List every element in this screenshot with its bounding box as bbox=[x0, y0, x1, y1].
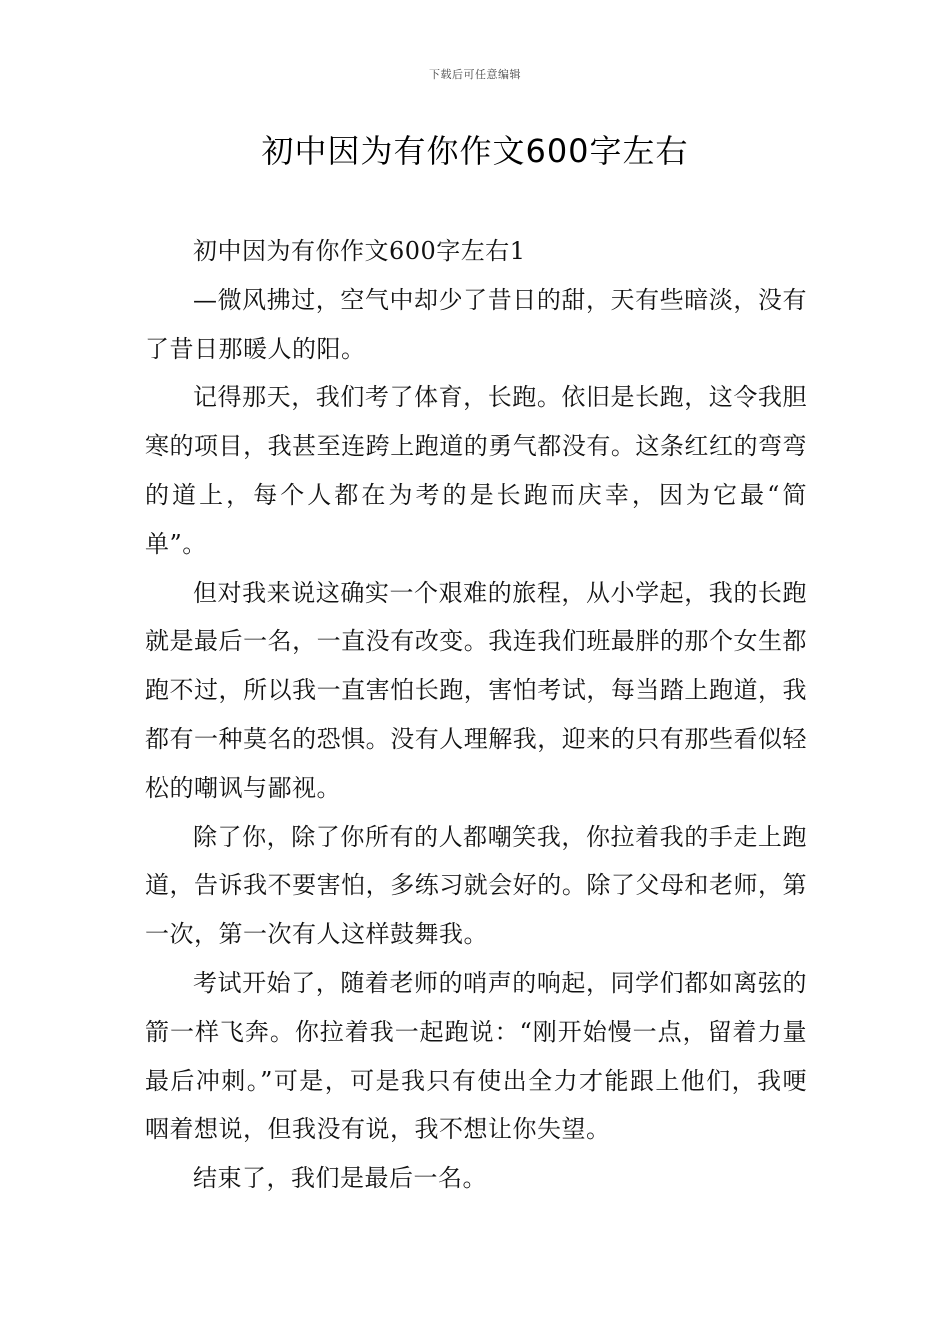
paragraph: 除了你，除了你所有的人都嘲笑我，你拉着我的手走上跑道，告诉我不要害怕，多练习就会好的。除了父母和老师，第一次，第一次有人这样鼓舞我。 bbox=[145, 822, 807, 949]
essay-body bbox=[145, 227, 807, 1203]
paragraph: 但对我来说这确实一个艰难的旅程，从小学起，我的长跑就是最后一名，一直没有改变。我连我们班最胖的那个女生都跑不过，所以我一直害怕长跑，害怕考试，每当踏上跑道，我都有一种莫名的恐惧。没有人理解我，迎来的只有那些看似轻松的嘲讽与鄙视。 bbox=[145, 578, 807, 802]
paragraph: 结束了，我们是最后一名。 bbox=[193, 1164, 487, 1193]
paragraph: 记得那天，我们考了体育，长跑。依旧是长跑，这令我胆寒的项目，我甚至连跨上跑道的勇气都没有。这条红红的弯弯的道上，每个人都在为考的是长跑而庆幸，因为它最“简单”。 bbox=[145, 383, 807, 558]
paragraph: 考试开始了，随着老师的哨声的响起，同学们都如离弦的箭一样飞奔。你拉着我一起跑说：“刚开始慢一点，留着力量最后冲刺。”可是，可是我只有使出全力才能跟上他们，我哽咽着想说，但我没有说，我不想让你失望。 bbox=[145, 968, 807, 1144]
essay-title: 初中因为有你作文600字左右 bbox=[261, 132, 689, 170]
header-note: 下载后可任意编辑 bbox=[429, 68, 521, 81]
paragraph: —微风拂过，空气中却少了昔日的甜，天有些暗淡，没有了昔日那暖人的阳。 bbox=[145, 285, 807, 363]
essay-subtitle: 初中因为有你作文600字左右1 bbox=[193, 237, 526, 265]
